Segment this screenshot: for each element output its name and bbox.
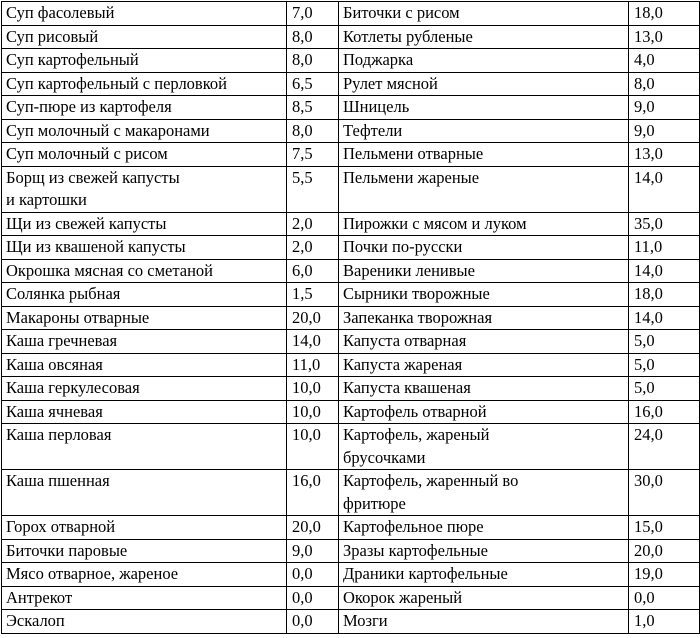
- value-left: 2,0: [287, 212, 339, 236]
- dish-name-right: Драники картофельные: [339, 563, 629, 587]
- value-left: 8,0: [287, 119, 339, 143]
- value-right: 14,0: [629, 166, 700, 212]
- value-left: 10,0: [287, 400, 339, 424]
- dish-name-left: Мясо отварное, жареное: [2, 563, 287, 587]
- value-left: 7,0: [287, 2, 339, 26]
- value-left: 20,0: [287, 516, 339, 540]
- table-row: [2, 610, 700, 634]
- value-right: 14,0: [629, 306, 700, 330]
- table-row: [2, 25, 700, 49]
- dish-name-right: Картофель, жаренный во фритюре: [339, 470, 629, 516]
- dish-name-left: Суп картофельный: [2, 49, 287, 73]
- value-right: 15,0: [629, 516, 700, 540]
- food-table: [1, 1, 700, 634]
- value-right: 1,0: [629, 610, 700, 634]
- dish-name-left: Суп-пюре из картофеля: [2, 96, 287, 120]
- value-left: 1,5: [287, 283, 339, 307]
- value-right: 5,0: [629, 353, 700, 377]
- dish-name-right: Картофель, жареный брусочками: [339, 424, 629, 470]
- dish-name-right: Капуста отварная: [339, 330, 629, 354]
- dish-name-right: Поджарка: [339, 49, 629, 73]
- value-right: 16,0: [629, 400, 700, 424]
- table-row: [2, 377, 700, 401]
- value-left: 9,0: [287, 539, 339, 563]
- table-row: [2, 330, 700, 354]
- value-right: 20,0: [629, 539, 700, 563]
- value-left: 6,5: [287, 72, 339, 96]
- dish-name-right: Рулет мясной: [339, 72, 629, 96]
- table-row: [2, 143, 700, 167]
- value-left: 20,0: [287, 306, 339, 330]
- value-left: 14,0: [287, 330, 339, 354]
- dish-name-right: Почки по-русски: [339, 236, 629, 260]
- dish-name-left: Эскалоп: [2, 610, 287, 634]
- dish-name-right: Картофель отварной: [339, 400, 629, 424]
- dish-name-left: Суп молочный с макаронами: [2, 119, 287, 143]
- dish-name-right: Пельмени отварные: [339, 143, 629, 167]
- value-left: 0,0: [287, 586, 339, 610]
- dish-name-right: Вареники ленивые: [339, 259, 629, 283]
- dish-name-left: Макароны отварные: [2, 306, 287, 330]
- value-right: 30,0: [629, 470, 700, 516]
- table-row: [2, 236, 700, 260]
- table-row: [2, 586, 700, 610]
- dish-name-right: Капуста жареная: [339, 353, 629, 377]
- table-row: [2, 563, 700, 587]
- table-row: [2, 353, 700, 377]
- table-row: [2, 306, 700, 330]
- value-right: 13,0: [629, 143, 700, 167]
- table-row: [2, 119, 700, 143]
- dish-name-left: Суп молочный с рисом: [2, 143, 287, 167]
- dish-name-right: Тефтели: [339, 119, 629, 143]
- dish-name-left: Горох отварной: [2, 516, 287, 540]
- table-row: [2, 2, 700, 26]
- dish-name-left: Каша гречневая: [2, 330, 287, 354]
- value-right: 24,0: [629, 424, 700, 470]
- dish-name-right: Котлеты рубленые: [339, 25, 629, 49]
- table-row: [2, 400, 700, 424]
- value-left: 8,0: [287, 25, 339, 49]
- dish-name-left: Щи из квашеной капусты: [2, 236, 287, 260]
- value-left: 0,0: [287, 610, 339, 634]
- value-left: 7,5: [287, 143, 339, 167]
- dish-name-left: Суп фасолевый: [2, 2, 287, 26]
- value-left: 11,0: [287, 353, 339, 377]
- value-right: 9,0: [629, 96, 700, 120]
- value-left: 10,0: [287, 377, 339, 401]
- dish-name-left: Каша геркулесовая: [2, 377, 287, 401]
- dish-name-right: Пирожки с мясом и луком: [339, 212, 629, 236]
- table-row: [2, 424, 700, 470]
- value-right: 35,0: [629, 212, 700, 236]
- dish-name-right: Окорок жареный: [339, 586, 629, 610]
- value-left: 16,0: [287, 470, 339, 516]
- value-left: 5,5: [287, 166, 339, 212]
- dish-name-left: Биточки паровые: [2, 539, 287, 563]
- dish-name-left: Окрошка мясная со сметаной: [2, 259, 287, 283]
- value-right: 13,0: [629, 25, 700, 49]
- dish-name-left: Борщ из свежей капусты и картошки: [2, 166, 287, 212]
- table-row: [2, 96, 700, 120]
- value-left: 8,5: [287, 96, 339, 120]
- dish-name-left: Антрекот: [2, 586, 287, 610]
- table-row: [2, 212, 700, 236]
- dish-name-left: Суп картофельный с перловкой: [2, 72, 287, 96]
- dish-name-left: Каша овсяная: [2, 353, 287, 377]
- value-right: 5,0: [629, 377, 700, 401]
- value-right: 0,0: [629, 586, 700, 610]
- value-right: 11,0: [629, 236, 700, 260]
- dish-name-right: Зразы картофельные: [339, 539, 629, 563]
- dish-name-left: Каша ячневая: [2, 400, 287, 424]
- table-row: [2, 470, 700, 516]
- table-row: [2, 72, 700, 96]
- value-left: 0,0: [287, 563, 339, 587]
- value-right: 5,0: [629, 330, 700, 354]
- value-left: 2,0: [287, 236, 339, 260]
- table-row: [2, 516, 700, 540]
- dish-name-right: Мозги: [339, 610, 629, 634]
- dish-name-right: Сырники творожные: [339, 283, 629, 307]
- dish-name-left: Каша перловая: [2, 424, 287, 470]
- value-left: 8,0: [287, 49, 339, 73]
- value-right: 8,0: [629, 72, 700, 96]
- dish-name-left: Солянка рыбная: [2, 283, 287, 307]
- value-right: 14,0: [629, 259, 700, 283]
- value-right: 9,0: [629, 119, 700, 143]
- dish-name-right: Картофельное пюре: [339, 516, 629, 540]
- table-row: [2, 166, 700, 212]
- dish-name-left: Щи из свежей капусты: [2, 212, 287, 236]
- value-right: 19,0: [629, 563, 700, 587]
- value-left: 6,0: [287, 259, 339, 283]
- dish-name-right: Пельмени жареные: [339, 166, 629, 212]
- dish-name-right: Запеканка творожная: [339, 306, 629, 330]
- food-table-body: [2, 2, 700, 634]
- dish-name-right: Шницель: [339, 96, 629, 120]
- dish-name-right: Капуста квашеная: [339, 377, 629, 401]
- table-row: [2, 283, 700, 307]
- value-right: 4,0: [629, 49, 700, 73]
- table-row: [2, 259, 700, 283]
- dish-name-left: Суп рисовый: [2, 25, 287, 49]
- table-row: [2, 539, 700, 563]
- value-right: 18,0: [629, 283, 700, 307]
- value-right: 18,0: [629, 2, 700, 26]
- table-row: [2, 49, 700, 73]
- dish-name-right: Биточки с рисом: [339, 2, 629, 26]
- value-left: 10,0: [287, 424, 339, 470]
- dish-name-left: Каша пшенная: [2, 470, 287, 516]
